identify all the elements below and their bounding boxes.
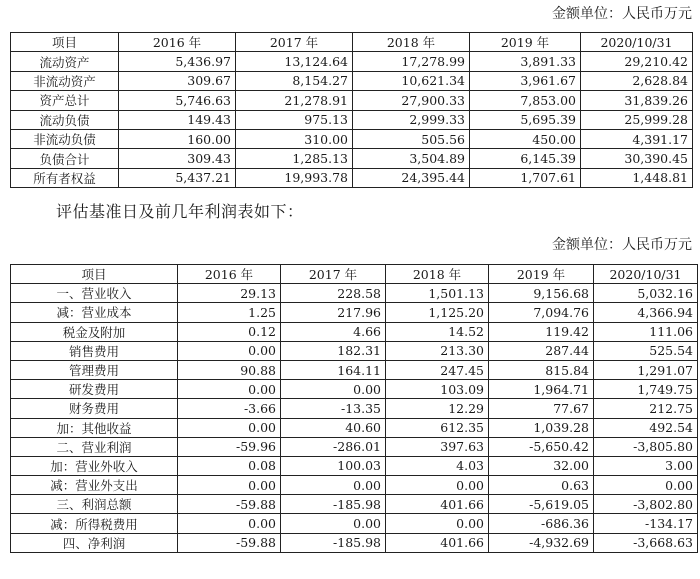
row-label: 一、营业收入 (11, 284, 178, 303)
table-cell: 0.00 (281, 514, 386, 533)
table-cell: 149.43 (119, 110, 236, 129)
table-header-row (11, 33, 693, 52)
column-header: 2020/10/31 (594, 265, 698, 284)
row-label: 资产总计 (11, 91, 119, 110)
table-cell: 19,993.78 (236, 168, 353, 187)
table-cell: 0.00 (178, 476, 281, 495)
table-row (11, 149, 693, 168)
table-cell: -185.98 (281, 533, 386, 552)
table-cell: 5,032.16 (594, 284, 698, 303)
table-cell: 0.00 (178, 341, 281, 360)
table-cell: 27,900.33 (353, 91, 470, 110)
table-cell: 14.52 (386, 322, 489, 341)
row-label: 税金及附加 (11, 322, 178, 341)
table-row (11, 110, 693, 129)
table-row (11, 437, 698, 456)
table-cell: 7,853.00 (470, 91, 581, 110)
row-label: 负债合计 (11, 149, 119, 168)
column-header: 项目 (11, 33, 119, 52)
table-cell: 0.00 (178, 514, 281, 533)
table-cell: -185.98 (281, 495, 386, 514)
table-row (11, 129, 693, 148)
table-cell: -3,805.80 (594, 437, 698, 456)
table-cell: 1,039.28 (489, 418, 594, 437)
table-cell: 1.25 (178, 303, 281, 322)
table-cell: 29,210.42 (581, 52, 693, 71)
table-cell: -59.96 (178, 437, 281, 456)
table-cell: 612.35 (386, 418, 489, 437)
table-cell: 32.00 (489, 456, 594, 475)
table-cell: 4.66 (281, 322, 386, 341)
table-row (11, 456, 698, 475)
row-label: 所有者权益 (11, 168, 119, 187)
table-cell: -3.66 (178, 399, 281, 418)
table-cell: 212.75 (594, 399, 698, 418)
column-header: 2018 年 (386, 265, 489, 284)
table-cell: 40.60 (281, 418, 386, 437)
table-cell: -5,650.42 (489, 437, 594, 456)
table-cell: 103.09 (386, 380, 489, 399)
column-header: 2019 年 (470, 33, 581, 52)
table-cell: 5,746.63 (119, 91, 236, 110)
income-statement-caption: 评估基准日及前几年利润表如下： (56, 202, 304, 221)
table-cell: 1,749.75 (594, 380, 698, 399)
table-cell: 525.54 (594, 341, 698, 360)
table-cell: 3,504.89 (353, 149, 470, 168)
unit-label-income: 金额单位：人民币万元 (552, 237, 692, 253)
table-cell: 4,391.17 (581, 129, 693, 148)
row-label: 加：营业外收入 (11, 456, 178, 475)
table-cell: 0.00 (178, 380, 281, 399)
column-header: 2017 年 (281, 265, 386, 284)
table-cell: 0.00 (594, 476, 698, 495)
table-cell: 2,628.84 (581, 71, 693, 90)
row-label: 管理费用 (11, 360, 178, 379)
table-cell: 24,395.44 (353, 168, 470, 187)
table-cell: 3,961.67 (470, 71, 581, 90)
table-cell: 7,094.76 (489, 303, 594, 322)
table-cell: 2,999.33 (353, 110, 470, 129)
table-cell: 31,839.26 (581, 91, 693, 110)
row-label: 非流动资产 (11, 71, 119, 90)
table-row (11, 360, 698, 379)
row-label: 流动资产 (11, 52, 119, 71)
column-header: 2017 年 (236, 33, 353, 52)
table-cell: -3,802.80 (594, 495, 698, 514)
balance-sheet-table (10, 32, 693, 188)
table-cell: -4,932.69 (489, 533, 594, 552)
table-cell: -134.17 (594, 514, 698, 533)
table-cell: -5,619.05 (489, 495, 594, 514)
table-cell: 182.31 (281, 341, 386, 360)
table-row (11, 284, 698, 303)
table-cell: 0.00 (281, 476, 386, 495)
table-cell: 815.84 (489, 360, 594, 379)
row-label: 减：所得税费用 (11, 514, 178, 533)
table-cell: 5,437.21 (119, 168, 236, 187)
table-cell: 401.66 (386, 533, 489, 552)
table-cell: 401.66 (386, 495, 489, 514)
table-cell: 1,291.07 (594, 360, 698, 379)
table-cell: 90.88 (178, 360, 281, 379)
table-cell: 12.29 (386, 399, 489, 418)
row-label: 减：营业成本 (11, 303, 178, 322)
table-cell: 9,156.68 (489, 284, 594, 303)
table-row (11, 514, 698, 533)
table-cell: 10,621.34 (353, 71, 470, 90)
table-cell: 217.96 (281, 303, 386, 322)
table-cell: 30,390.45 (581, 149, 693, 168)
unit-label-balance: 金额单位：人民币万元 (552, 6, 692, 22)
row-label: 三、利润总额 (11, 495, 178, 514)
row-label: 流动负债 (11, 110, 119, 129)
table-cell: -13.35 (281, 399, 386, 418)
table-cell: 310.00 (236, 129, 353, 148)
table-cell: 1,125.20 (386, 303, 489, 322)
table-row (11, 533, 698, 552)
table-cell: 17,278.99 (353, 52, 470, 71)
table-cell: 0.00 (281, 380, 386, 399)
table-cell: 0.08 (178, 456, 281, 475)
table-cell: 228.58 (281, 284, 386, 303)
table-cell: 4.03 (386, 456, 489, 475)
table-cell: 1,501.13 (386, 284, 489, 303)
table-cell: 1,448.81 (581, 168, 693, 187)
table-row (11, 399, 698, 418)
table-cell: -59.88 (178, 533, 281, 552)
table-cell: 100.03 (281, 456, 386, 475)
table-row (11, 476, 698, 495)
table-cell: 6,145.39 (470, 149, 581, 168)
row-label: 非流动负债 (11, 129, 119, 148)
table-cell: 164.11 (281, 360, 386, 379)
table-cell: 25,999.28 (581, 110, 693, 129)
row-label: 销售费用 (11, 341, 178, 360)
table-row (11, 91, 693, 110)
row-label: 加：其他收益 (11, 418, 178, 437)
row-label: 四、净利润 (11, 533, 178, 552)
table-cell: -686.36 (489, 514, 594, 533)
table-cell: 29.13 (178, 284, 281, 303)
table-cell: 492.54 (594, 418, 698, 437)
table-row (11, 303, 698, 322)
table-cell: 0.00 (386, 476, 489, 495)
table-cell: 3.00 (594, 456, 698, 475)
income-statement-table (10, 264, 698, 553)
table-cell: 397.63 (386, 437, 489, 456)
row-label: 减：营业外支出 (11, 476, 178, 495)
table-header-row (11, 265, 698, 284)
row-label: 财务费用 (11, 399, 178, 418)
table-cell: 975.13 (236, 110, 353, 129)
table-cell: -3,668.63 (594, 533, 698, 552)
table-cell: -59.88 (178, 495, 281, 514)
table-cell: 3,891.33 (470, 52, 581, 71)
table-cell: 77.67 (489, 399, 594, 418)
table-cell: 309.67 (119, 71, 236, 90)
table-cell: 1,964.71 (489, 380, 594, 399)
table-cell: 8,154.27 (236, 71, 353, 90)
table-cell: 0.00 (178, 418, 281, 437)
table-cell: 287.44 (489, 341, 594, 360)
table-cell: 0.00 (386, 514, 489, 533)
column-header: 2020/10/31 (581, 33, 693, 52)
column-header: 项目 (11, 265, 178, 284)
table-row (11, 52, 693, 71)
table-cell: 160.00 (119, 129, 236, 148)
table-cell: 21,278.91 (236, 91, 353, 110)
table-cell: 1,707.61 (470, 168, 581, 187)
table-row (11, 418, 698, 437)
table-cell: 5,695.39 (470, 110, 581, 129)
table-cell: 505.56 (353, 129, 470, 148)
column-header: 2018 年 (353, 33, 470, 52)
table-cell: 0.63 (489, 476, 594, 495)
row-label: 研发费用 (11, 380, 178, 399)
table-cell: 111.06 (594, 322, 698, 341)
table-cell: 247.45 (386, 360, 489, 379)
table-cell: 13,124.64 (236, 52, 353, 71)
column-header: 2016 年 (178, 265, 281, 284)
table-cell: 450.00 (470, 129, 581, 148)
table-row (11, 168, 693, 187)
column-header: 2016 年 (119, 33, 236, 52)
row-label: 二、营业利润 (11, 437, 178, 456)
table-cell: 4,366.94 (594, 303, 698, 322)
table-cell: 119.42 (489, 322, 594, 341)
column-header: 2019 年 (489, 265, 594, 284)
table-row (11, 322, 698, 341)
table-row (11, 341, 698, 360)
table-cell: 213.30 (386, 341, 489, 360)
table-row (11, 495, 698, 514)
table-cell: 0.12 (178, 322, 281, 341)
table-cell: -286.01 (281, 437, 386, 456)
table-row (11, 71, 693, 90)
table-cell: 309.43 (119, 149, 236, 168)
table-row (11, 380, 698, 399)
table-cell: 1,285.13 (236, 149, 353, 168)
table-cell: 5,436.97 (119, 52, 236, 71)
